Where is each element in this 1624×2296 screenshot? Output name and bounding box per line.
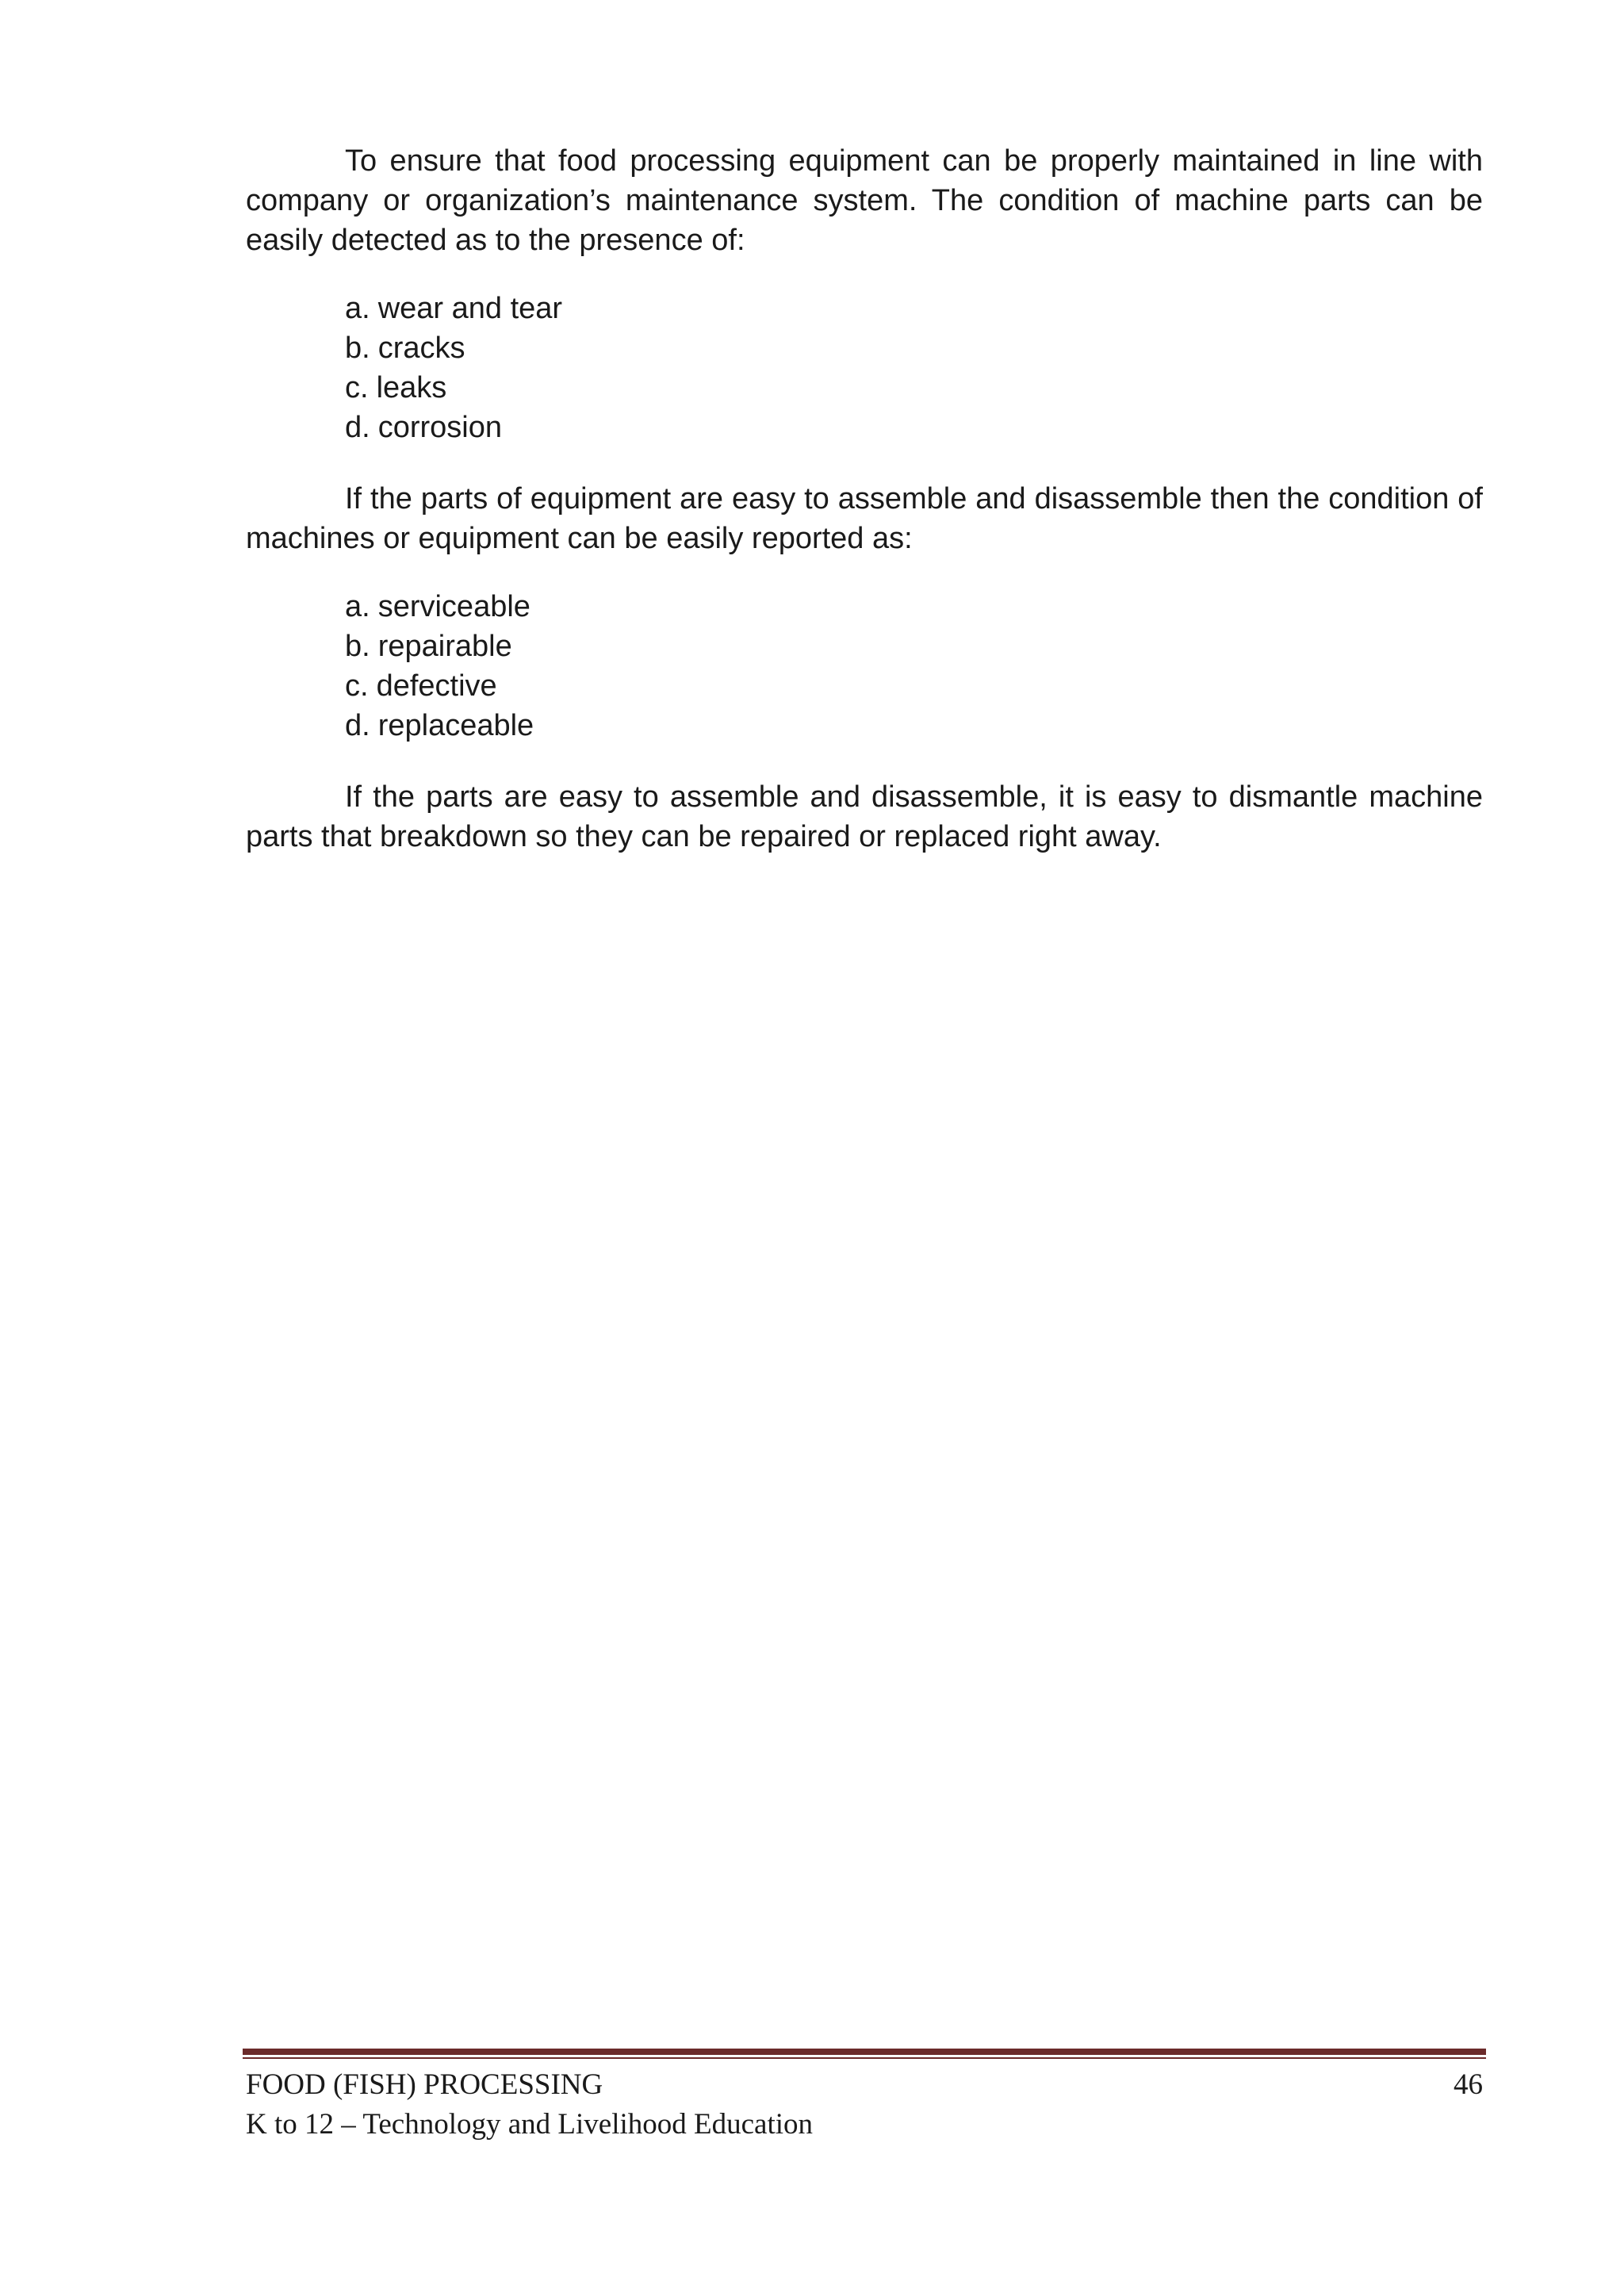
list-item [345, 706, 1483, 746]
list-item-text: cracks [377, 332, 465, 365]
list-marker: d. [345, 709, 370, 742]
list-item-text: serviceable [377, 590, 530, 623]
footer-title: FOOD (FISH) PROCESSING [246, 2068, 603, 2101]
paragraph-report: If the parts of equipment are easy to assemble and disassemble then the condition of machines or equipment can be easily reported as: [246, 482, 1483, 555]
list-item [345, 408, 1483, 447]
list-marker: c. [345, 371, 369, 404]
condition-list [345, 289, 1483, 447]
page-number: 46 [1454, 2068, 1483, 2101]
list-item [345, 368, 1483, 408]
footer-divider-thin [243, 2057, 1486, 2059]
page-footer [246, 2065, 1483, 2145]
list-item-text: repairable [377, 630, 512, 663]
report-list [345, 587, 1483, 746]
footer-divider-thick [243, 2049, 1486, 2055]
list-marker: d. [345, 411, 370, 444]
list-item [345, 627, 1483, 666]
list-marker: a. [345, 292, 370, 325]
footer-row [246, 2065, 1483, 2105]
list-item-text: corrosion [377, 411, 502, 444]
list-item-text: leaks [376, 371, 447, 404]
paragraph-dismantle: If the parts are easy to assemble and disassemble, it is easy to dismantle machine parts that breakdown so they can be repaired or replaced right away. [246, 780, 1483, 853]
footer-divider [243, 2049, 1486, 2059]
list-item [345, 328, 1483, 368]
list-item-text: wear and tear [377, 292, 563, 325]
footer-subtitle: K to 12 – Technology and Livelihood Education [246, 2108, 814, 2141]
list-marker: b. [345, 630, 370, 663]
list-item-text: replaceable [377, 709, 534, 742]
body-text [246, 141, 1483, 857]
list-item [345, 289, 1483, 328]
list-item [345, 587, 1483, 627]
list-item-text: defective [376, 669, 497, 703]
list-item [345, 666, 1483, 706]
paragraph-intro: To ensure that food processing equipment can be properly maintained in line with company or organization’s maintenance system. The condition of machine parts can be easily detected as to the presence of: [246, 144, 1483, 257]
list-marker: c. [345, 669, 369, 703]
list-marker: b. [345, 332, 370, 365]
list-marker: a. [345, 590, 370, 623]
